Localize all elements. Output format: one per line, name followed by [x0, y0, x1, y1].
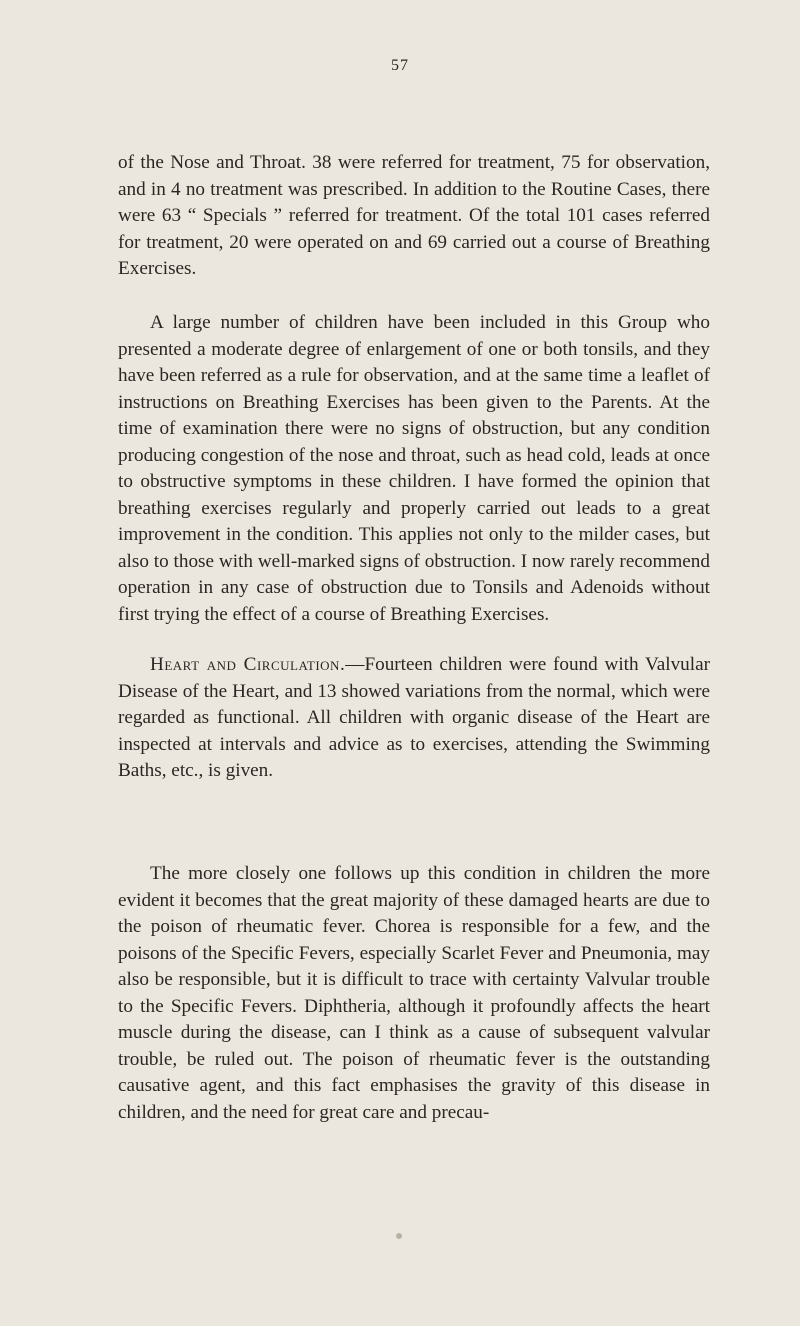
- paragraph-rheumatic-fever: The more closely one follows up this condition in children the more evident it becomes that the great majority of these damaged hearts are due to the poison of rheumatic fever. Chorea is responsible for a few, and the poisons of the Specific Fevers, especially Scarlet Fever and Pneumonia, may also be responsible, but it is difficult to trace with certainty Valvular trouble to the Specific Fevers. Diphtheria, although it profoundly affects the heart muscle during the disease, can I think as a cause of subsequent valvular trouble, be ruled out. The poison of rheumatic fever is the outstanding causative agent, and this fact emphasises the gravity of this disease in children, and the need for great care and precau-: [118, 863, 710, 1123]
- page-number: 57: [391, 57, 409, 74]
- paragraph-tonsils-breathing-exercises: A large number of children have been included in this Group who presented a moderate degree of enlargement of one or both tonsils, and they have been referred as a rule for observation, and at the same time a leaflet of instructions on Breathing Exercises has been given to the Parents. At the time of examination there were no signs of obstruction, but any condition producing congestion of the nose and throat, such as head cold, leads at once to obstructive symptoms in these children. I have formed the opinion that breathing exercises regularly and properly carried out leads to a great improvement in the condition. This applies not only to the milder cases, but also to those with well-marked signs of obstruction. I now rarely recommend operation in any case of obstruction due to Tonsils and Adenoids without first trying the effect of a course of Breathing Exercises.: [118, 312, 710, 625]
- paragraph-heart-circulation-body: —Fourteen children were found with Valvular Disease of the Heart, and 13 showed variations from the normal, which were regarded as functional. All children with organic disease of the Heart are inspected at intervals and advice as to exercises, attending the Swimming Baths, etc., is given.: [118, 654, 710, 781]
- paragraph-nose-throat-continuation: of the Nose and Throat. 38 were referred for treatment, 75 for observation, and in 4 no treatment was prescribed. In addition to the Routine Cases, there were 63 “ Specials ” referred for treatment. Of the total 101 cases referred for treatment, 20 were operated on and 69 carried out a course of Breathing Exercises.: [118, 152, 710, 279]
- ink-speck: [396, 1233, 402, 1239]
- section-heading-heart-circulation: Heart and Circulation.: [150, 654, 346, 675]
- paragraph-heart-circulation: [118, 652, 710, 785]
